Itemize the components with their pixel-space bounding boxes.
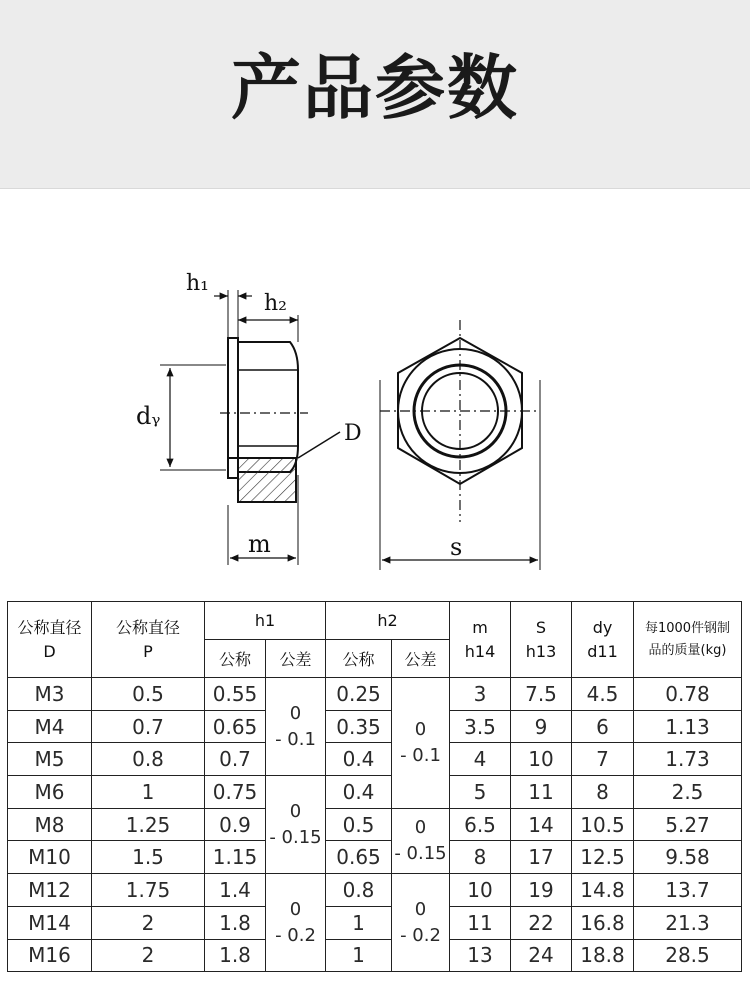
cell-h1-nominal: 1.8 bbox=[205, 939, 266, 972]
cell-h1-nominal: 0.55 bbox=[205, 678, 266, 711]
cell-m: 3.5 bbox=[450, 710, 511, 743]
cell-weight: 1.73 bbox=[634, 743, 742, 776]
cell-weight: 28.5 bbox=[634, 939, 742, 972]
cell-h2-nominal: 0.35 bbox=[326, 710, 392, 743]
cell-h1-tolerance: 0 - 0.1 bbox=[266, 678, 326, 776]
cell-weight: 21.3 bbox=[634, 906, 742, 939]
cell-P: 1 bbox=[92, 776, 205, 809]
cell-h2-nominal: 0.65 bbox=[326, 841, 392, 874]
cell-h2-nominal: 0.4 bbox=[326, 776, 392, 809]
cell-h2-nominal: 1 bbox=[326, 939, 392, 972]
cell-P: 2 bbox=[92, 906, 205, 939]
cell-h2-nominal: 0.25 bbox=[326, 678, 392, 711]
spec-table bbox=[7, 601, 742, 972]
table-row bbox=[8, 743, 742, 776]
weld-nut-technical-drawing bbox=[130, 260, 570, 580]
cell-D: M12 bbox=[8, 874, 92, 907]
table-row bbox=[8, 841, 742, 874]
cell-m: 8 bbox=[450, 841, 511, 874]
cell-dy: 8 bbox=[572, 776, 634, 809]
label-h1: h₁ bbox=[186, 271, 209, 296]
cell-D: M14 bbox=[8, 906, 92, 939]
cell-h1-tolerance: 0 - 0.2 bbox=[266, 874, 326, 972]
header-cell-D: 公称直径 D bbox=[8, 602, 92, 678]
cell-weight: 9.58 bbox=[634, 841, 742, 874]
header-cell-h2: h2 bbox=[326, 602, 450, 640]
cell-dy: 14.8 bbox=[572, 874, 634, 907]
cell-D: M10 bbox=[8, 841, 92, 874]
cell-s: 10 bbox=[511, 743, 572, 776]
label-D: D bbox=[344, 421, 362, 446]
header-cell-dy: dy d11 bbox=[572, 602, 634, 678]
cell-weight: 0.78 bbox=[634, 678, 742, 711]
cell-m: 3 bbox=[450, 678, 511, 711]
table-row bbox=[8, 808, 742, 841]
spec-table-body bbox=[8, 602, 742, 972]
header-cell-weight: 每1000件钢制 品的质量(kg) bbox=[634, 602, 742, 678]
cell-h2-nominal: 0.8 bbox=[326, 874, 392, 907]
cell-h2-nominal: 0.4 bbox=[326, 743, 392, 776]
side-view bbox=[160, 290, 340, 565]
page-title: 产品参数 bbox=[231, 47, 519, 129]
cell-P: 2 bbox=[92, 939, 205, 972]
cell-D: M4 bbox=[8, 710, 92, 743]
cell-m: 11 bbox=[450, 906, 511, 939]
cell-dy: 12.5 bbox=[572, 841, 634, 874]
header-cell-h1: h1 bbox=[205, 602, 326, 640]
cell-P: 1.5 bbox=[92, 841, 205, 874]
label-dy: dᵧ bbox=[136, 402, 161, 430]
cell-P: 0.5 bbox=[92, 678, 205, 711]
cell-m: 10 bbox=[450, 874, 511, 907]
cell-D: M6 bbox=[8, 776, 92, 809]
cell-s: 9 bbox=[511, 710, 572, 743]
cell-dy: 18.8 bbox=[572, 939, 634, 972]
cell-h1-tolerance: 0 - 0.15 bbox=[266, 776, 326, 874]
cell-D: M8 bbox=[8, 808, 92, 841]
cell-m: 5 bbox=[450, 776, 511, 809]
cell-h1-nominal: 0.65 bbox=[205, 710, 266, 743]
cell-dy: 16.8 bbox=[572, 906, 634, 939]
cell-h1-nominal: 1.15 bbox=[205, 841, 266, 874]
header-cell-h2-nominal: 公称 bbox=[326, 640, 392, 678]
cell-dy: 4.5 bbox=[572, 678, 634, 711]
cell-s: 7.5 bbox=[511, 678, 572, 711]
cell-h2-nominal: 0.5 bbox=[326, 808, 392, 841]
cell-m: 4 bbox=[450, 743, 511, 776]
header-cell-h1-tolerance: 公差 bbox=[266, 640, 326, 678]
table-row bbox=[8, 710, 742, 743]
label-m: m bbox=[248, 530, 271, 558]
cell-weight: 1.13 bbox=[634, 710, 742, 743]
table-row bbox=[8, 776, 742, 809]
table-row bbox=[8, 678, 742, 711]
cell-h1-nominal: 1.8 bbox=[205, 906, 266, 939]
cell-h1-nominal: 0.9 bbox=[205, 808, 266, 841]
cell-D: M16 bbox=[8, 939, 92, 972]
cell-P: 1.25 bbox=[92, 808, 205, 841]
cell-m: 13 bbox=[450, 939, 511, 972]
cell-P: 0.7 bbox=[92, 710, 205, 743]
cell-s: 19 bbox=[511, 874, 572, 907]
cell-m: 6.5 bbox=[450, 808, 511, 841]
cell-weight: 5.27 bbox=[634, 808, 742, 841]
cell-dy: 7 bbox=[572, 743, 634, 776]
cell-h1-nominal: 1.4 bbox=[205, 874, 266, 907]
cell-h2-tolerance: 0 - 0.1 bbox=[392, 678, 450, 809]
cell-dy: 10.5 bbox=[572, 808, 634, 841]
cell-s: 24 bbox=[511, 939, 572, 972]
cell-dy: 6 bbox=[572, 710, 634, 743]
cell-D: M3 bbox=[8, 678, 92, 711]
header-cell-h2-tolerance: 公差 bbox=[392, 640, 450, 678]
cell-s: 11 bbox=[511, 776, 572, 809]
cell-s: 17 bbox=[511, 841, 572, 874]
cell-s: 14 bbox=[511, 808, 572, 841]
header-cell-m: m h14 bbox=[450, 602, 511, 678]
table-row bbox=[8, 939, 742, 972]
header-banner bbox=[0, 0, 750, 189]
cell-weight: 2.5 bbox=[634, 776, 742, 809]
header-cell-h1-nominal: 公称 bbox=[205, 640, 266, 678]
header-cell-P: 公称直径 P bbox=[92, 602, 205, 678]
table-row bbox=[8, 906, 742, 939]
cell-P: 0.8 bbox=[92, 743, 205, 776]
table-row bbox=[8, 874, 742, 907]
cell-h2-nominal: 1 bbox=[326, 906, 392, 939]
cell-h1-nominal: 0.75 bbox=[205, 776, 266, 809]
cell-h2-tolerance: 0 - 0.2 bbox=[392, 874, 450, 972]
cell-s: 22 bbox=[511, 906, 572, 939]
label-h2: h₂ bbox=[264, 291, 287, 316]
cell-h2-tolerance: 0 - 0.15 bbox=[392, 808, 450, 873]
cell-D: M5 bbox=[8, 743, 92, 776]
cell-weight: 13.7 bbox=[634, 874, 742, 907]
cell-h1-nominal: 0.7 bbox=[205, 743, 266, 776]
cell-P: 1.75 bbox=[92, 874, 205, 907]
header-cell-s: S h13 bbox=[511, 602, 572, 678]
label-s: s bbox=[450, 533, 463, 561]
